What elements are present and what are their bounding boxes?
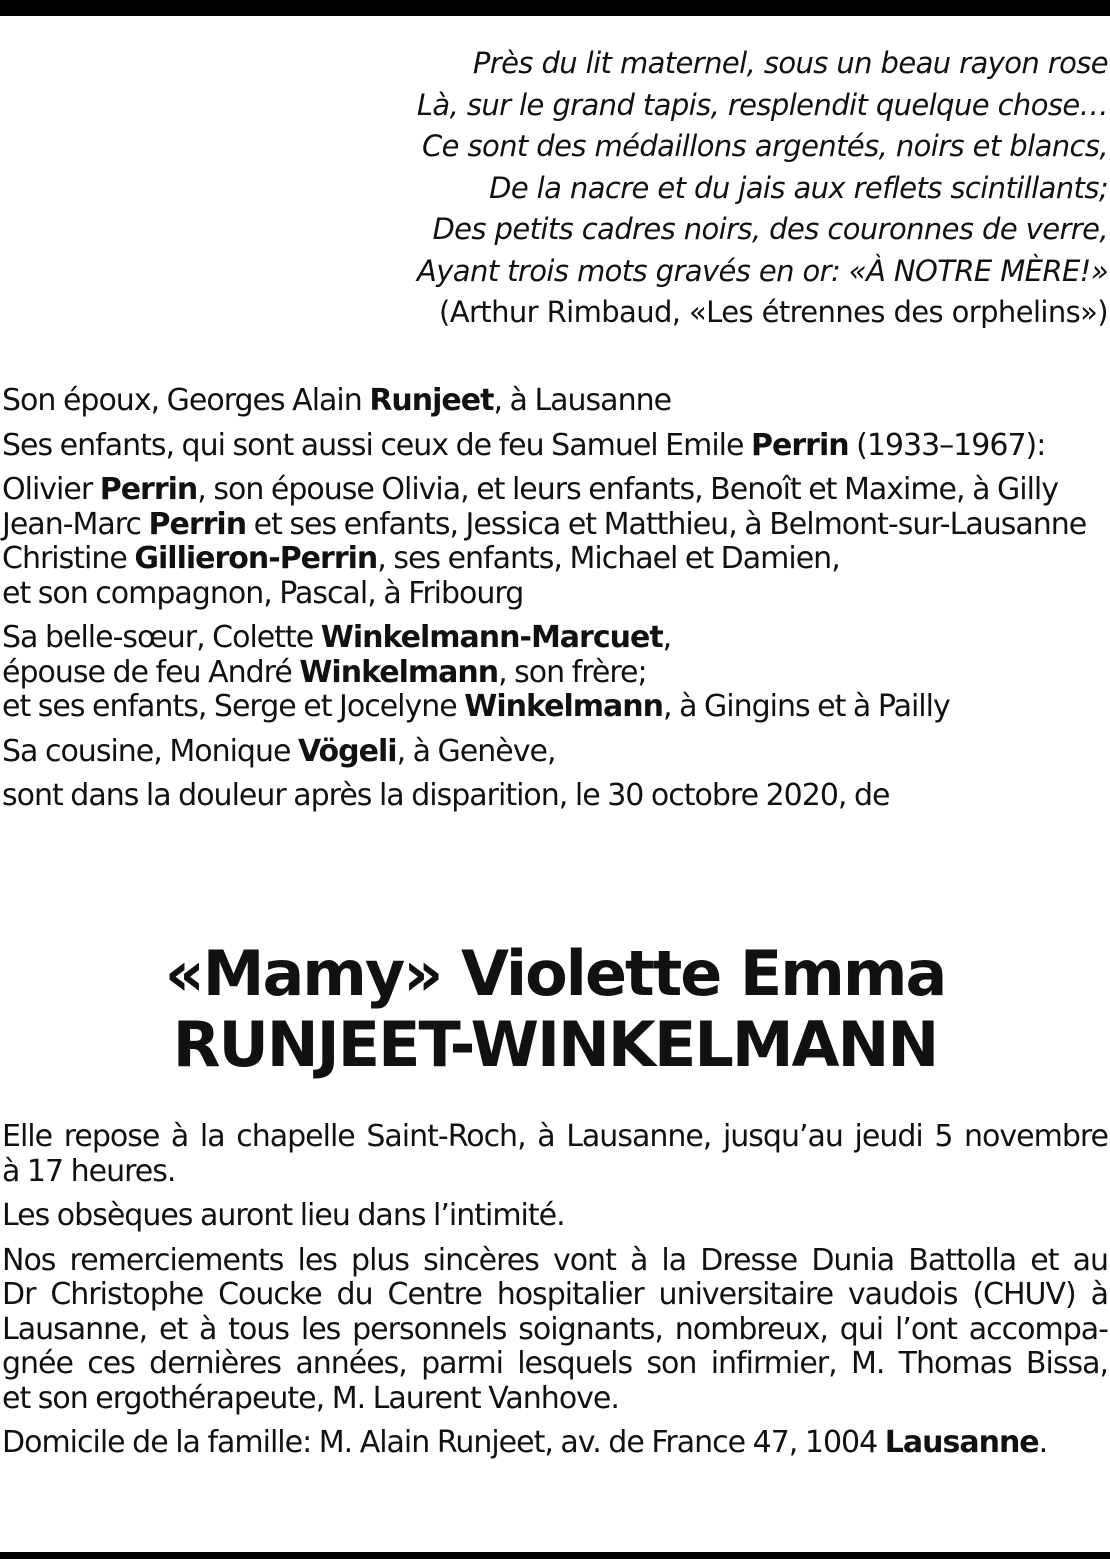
city: Lausanne [884, 1425, 1039, 1460]
sister-in-law-line: Sa belle-sœur, Colette Winkelmann-Marcuet, [2, 620, 672, 655]
thanks-line: et son ergothérapeute, M. Laurent Vanhove. [2, 1380, 619, 1416]
funeral-line: Les obsèques auront lieu dans l’intimité. [2, 1198, 565, 1233]
poem-line: Ce sont des médaillons argentés, noirs et blancs, [421, 129, 1108, 163]
address-paragraph [2, 1426, 1108, 1461]
poem-epigraph [417, 43, 1108, 334]
spouse-paragraph [2, 384, 1108, 419]
surname: Runjeet [369, 383, 494, 418]
bottom-border-rule [0, 1552, 1110, 1559]
children-paragraph [2, 473, 1108, 611]
poem-line: Là, sur le grand tapis, resplendit quelque chose… [416, 87, 1108, 122]
rest-line: Elle repose à la chapelle Saint-Roch, à Lausanne, jusqu’au jeudi 5 novembre [2, 1119, 1108, 1154]
surname: Winkelmann-Marcuet [320, 620, 663, 655]
child-line: Jean-Marc Perrin et ses enfants, Jessica et Matthieu, à Belmont-sur-Lausanne [2, 506, 1087, 542]
cousin-line: Sa cousine, Monique Vögeli, à Genève, [2, 733, 556, 769]
poem-line: Près du lit maternel, sous un beau rayon rose [472, 46, 1108, 80]
deceased-name-line2: RUNJEET-WINKELMANN [172, 1008, 938, 1081]
sister-in-law-line: épouse de feu André Winkelmann, son frère; [2, 654, 647, 690]
surname: Perrin [99, 472, 198, 507]
spouse-line: Son époux, Georges Alain Runjeet, à Lausanne [2, 383, 672, 418]
sister-in-law-line: et ses enfants, Serge et Jocelyne Winkelmann, à Gingins et à Pailly [2, 689, 950, 724]
sister-in-law-paragraph [2, 621, 1108, 725]
poem-line: De la nacre et du jais aux reflets scintillants; [489, 170, 1108, 205]
rest-line: à 17 heures. [2, 1153, 176, 1189]
address-line: Domicile de la famille: M. Alain Runjeet, av. de France 47, 1004 Lausanne. [2, 1425, 1048, 1460]
thanks-line: Nos remerciements les plus sincères vont à la Dresse Dunia Battolla et au [2, 1242, 1108, 1278]
poem-line: Des petits cadres noirs, des couronnes de verre, [432, 212, 1108, 246]
surname: Winkelmann [464, 689, 663, 724]
announcement-paragraph [2, 779, 1108, 814]
details-section [2, 1120, 1108, 1471]
children-intro-line: Ses enfants, qui sont aussi ceux de feu Samuel Emile Perrin (1933–1967): [2, 427, 1046, 463]
thanks-paragraph [2, 1244, 1108, 1417]
surname: Winkelmann [299, 654, 499, 690]
surname: Vögeli [297, 733, 397, 769]
funeral-paragraph [2, 1199, 1108, 1234]
child-line: Christine Gillieron-Perrin, ses enfants, Michael et Damien, [2, 541, 840, 576]
thanks-line: Dr Christophe Coucke du Centre hospitalier universitaire vaudois (CHUV) à [2, 1277, 1108, 1312]
thanks-line: Lausanne, et à tous les personnels soignants, nombreux, qui l’ont accompa- [2, 1311, 1108, 1347]
top-border-rule [0, 0, 1110, 16]
rest-paragraph [2, 1120, 1108, 1189]
family-list [2, 384, 1108, 824]
cousin-paragraph [2, 735, 1108, 770]
child-line-continued: et son compagnon, Pascal, à Fribourg [2, 575, 524, 611]
surname: Gillieron-Perrin [134, 541, 378, 576]
poem-attribution: (Arthur Rimbaud, «Les étrennes des orphelins») [439, 295, 1108, 329]
children-intro-paragraph [2, 429, 1108, 464]
deceased-name [0, 938, 1110, 1080]
announcement-line: sont dans la douleur après la disparition, le 30 octobre 2020, de [2, 778, 890, 813]
surname: Perrin [148, 506, 247, 542]
deceased-name-line1: «Mamy» Violette Emma [164, 937, 946, 1010]
poem-line: Ayant trois mots gravés en or: «À NOTRE MÈRE!» [417, 253, 1108, 288]
surname: Perrin [751, 427, 849, 463]
thanks-line: gnée ces dernières années, parmi lesquels son infirmier, M. Thomas Bissa, [2, 1346, 1108, 1381]
child-line: Olivier Perrin, son épouse Olivia, et leurs enfants, Benoît et Maxime, à Gilly [2, 472, 1058, 507]
